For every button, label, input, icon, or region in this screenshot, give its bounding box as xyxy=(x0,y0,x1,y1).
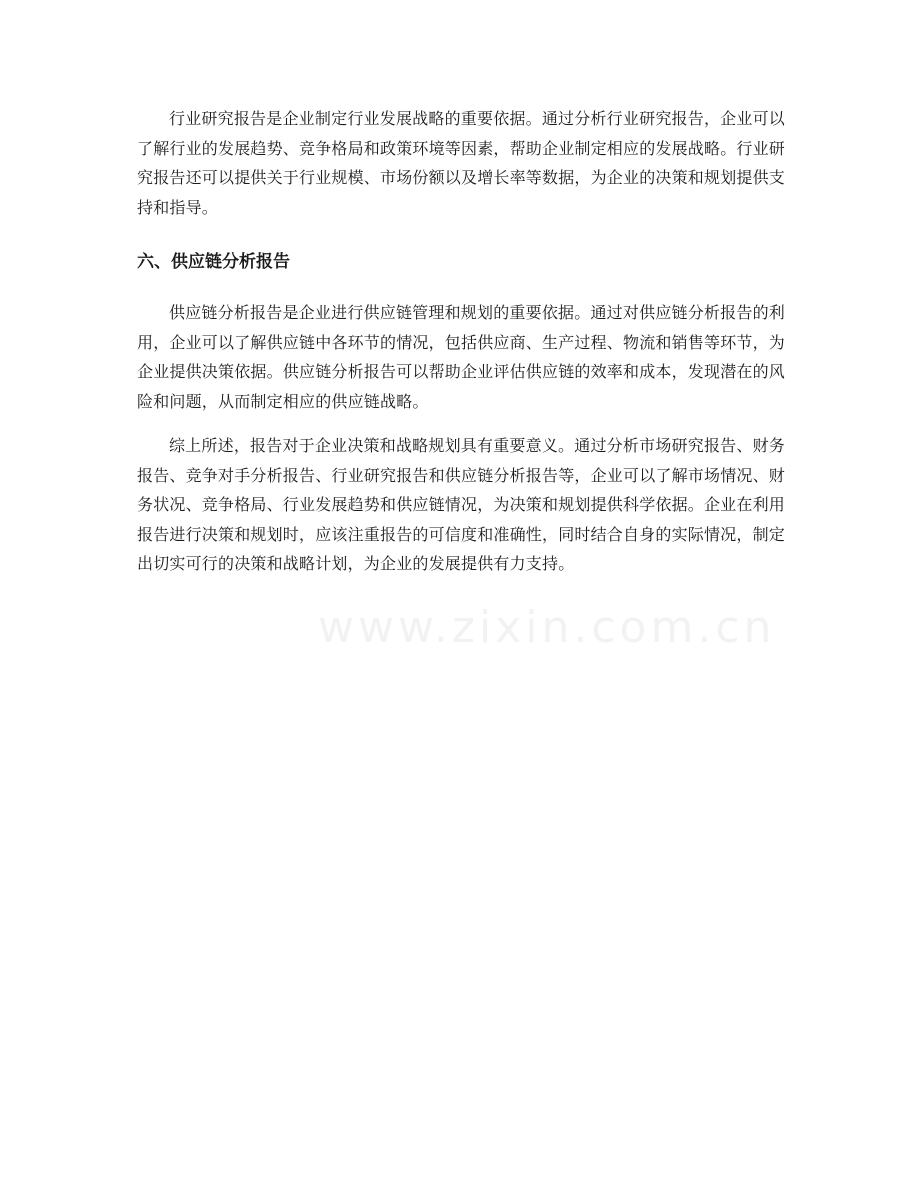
paragraph-conclusion: 综上所述，报告对于企业决策和战略规划具有重要意义。通过分析市场研究报告、财务报告、竞争对手分析报告、行业研究报告和供应链分析报告等，企业可以了解市场情况、财务状况、竞争格局、行业发展趋势和供应链情况，为决策和规划提供科学依据。企业在利用报告进行决策和规划时，应该注重报告的可信度和准确性，同时结合自身的实际情况，制定出切实可行的决策和战略计划，为企业的发展提供有力支持。 xyxy=(137,436,786,573)
document-body xyxy=(137,104,785,579)
section-heading-supply-chain: 六、供应链分析报告 xyxy=(137,252,290,272)
paragraph-supply-chain-report: 供应链分析报告是企业进行供应链管理和规划的重要依据。通过对供应链分析报告的利用，企业可以了解供应链中各环节的情况，包括供应商、生产过程、物流和销售等环节，为企业提供决策依据。供应链分析报告可以帮助企业评估供应链的效率和成本，发现潜在的风险和问题，从而制定相应的供应链战略。 xyxy=(137,303,786,411)
paragraph-industry-report: 行业研究报告是企业制定行业发展战略的重要依据。通过分析行业研究报告，企业可以了解行业的发展趋势、竞争格局和政策环境等因素，帮助企业制定相应的发展战略。行业研究报告还可以提供关于行业规模、市场份额以及增长率等数据，为企业的决策和规划提供支持和指导。 xyxy=(137,109,786,217)
watermark: www.zixin.com.cn xyxy=(318,602,776,653)
